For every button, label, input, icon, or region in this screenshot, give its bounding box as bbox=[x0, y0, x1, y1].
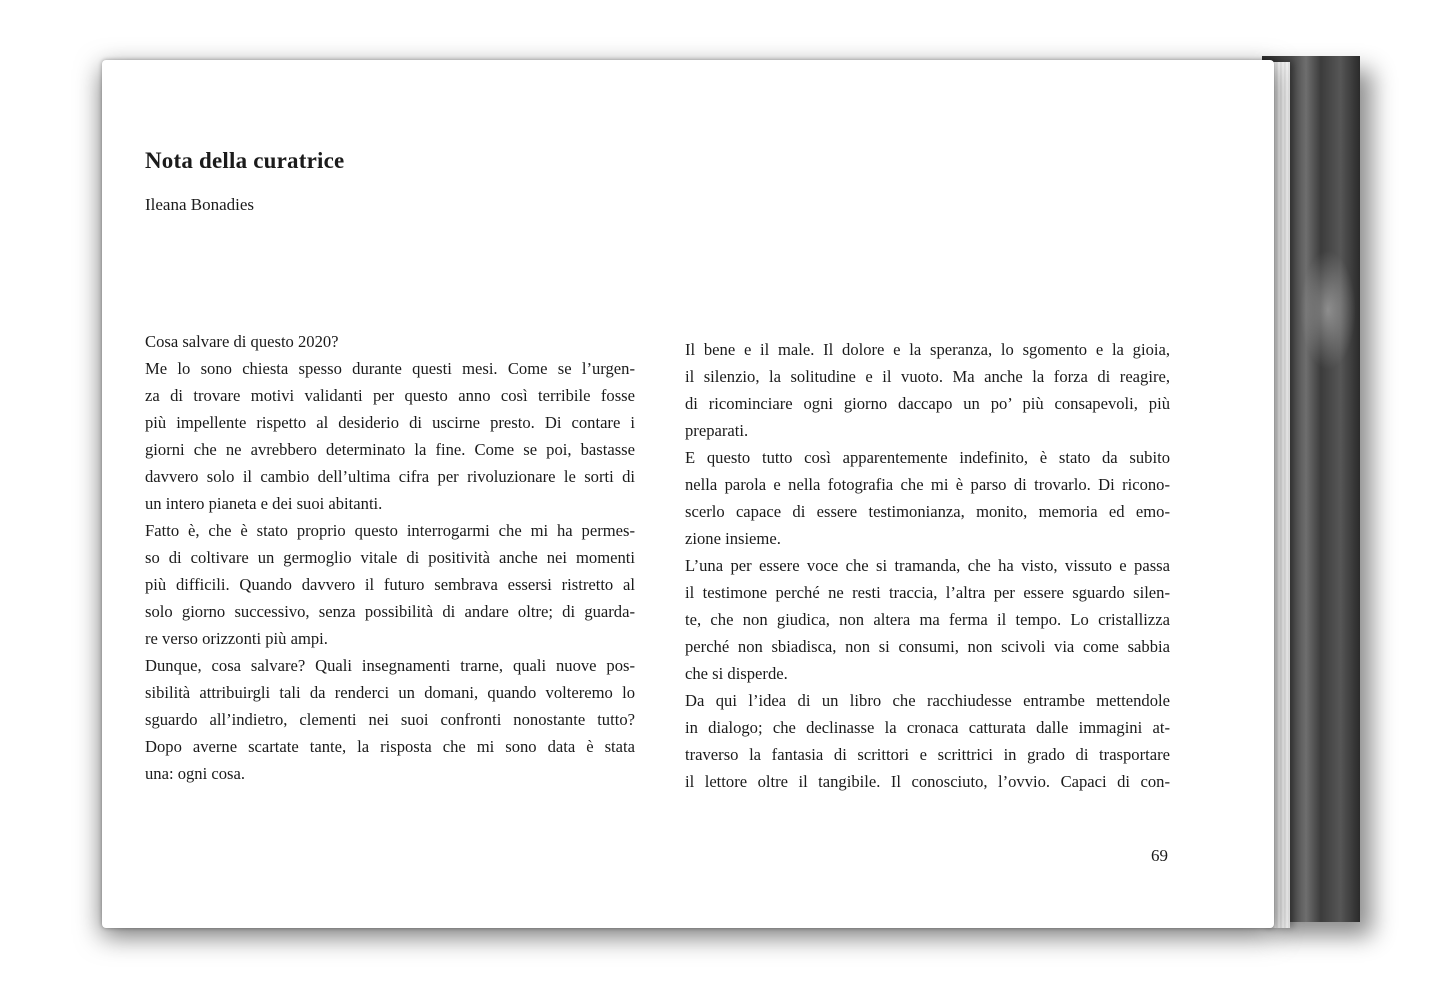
text-line: che si disperde. bbox=[685, 664, 788, 683]
page-title: Nota della curatrice bbox=[145, 148, 345, 173]
text-line: in dialogo; che declinasse la cronaca catturata dalle immagini at- bbox=[685, 718, 1170, 737]
text-line: più impellente rispetto al desiderio di uscirne presto. Di contare i bbox=[145, 413, 635, 432]
text-line: sguardo all’indietro, clementi nei suoi confronti nonostante tutto? bbox=[145, 710, 635, 729]
page-number: 69 bbox=[1151, 846, 1168, 865]
text-line: il testimone perché ne resti traccia, l’altra per essere sguardo silen- bbox=[685, 583, 1170, 602]
text-line: solo giorno successivo, senza possibilità di andare oltre; di guarda- bbox=[145, 602, 635, 621]
text-line: E questo tutto così apparentemente indefinito, è stato da subito bbox=[685, 448, 1170, 467]
text-line: Dopo averne scartate tante, la risposta che mi sono data è stata bbox=[145, 737, 635, 756]
text-line: Dunque, cosa salvare? Quali insegnamenti trarne, quali nuove pos- bbox=[145, 656, 635, 675]
text-line: Cosa salvare di questo 2020? bbox=[145, 332, 339, 351]
text-line: nella parola e nella fotografia che mi è parso di trovarlo. Di ricono- bbox=[685, 475, 1170, 494]
author-name: Ileana Bonadies bbox=[145, 195, 255, 214]
text-line: preparati. bbox=[685, 421, 749, 440]
text-line: una: ogni cosa. bbox=[145, 764, 246, 783]
text-line: il lettore oltre il tangibile. Il conosciuto, l’ovvio. Capaci di con- bbox=[685, 772, 1170, 791]
text-line: un intero pianeta e dei suoi abitanti. bbox=[145, 494, 383, 513]
text-line: te, che non giudica, non altera ma ferma il tempo. Lo cristallizza bbox=[685, 610, 1170, 629]
text-line: traverso la fantasia di scrittori e scrittrici in grado di trasportare bbox=[685, 745, 1170, 764]
text-line: Me lo sono chiesta spesso durante questi mesi. Come se l’urgen- bbox=[145, 359, 635, 378]
right-text-column bbox=[685, 336, 1170, 795]
text-line: più difficili. Quando davvero il futuro sembrava essersi ristretto al bbox=[145, 575, 635, 594]
text-line: Da qui l’idea di un libro che racchiudesse entrambe mettendole bbox=[685, 691, 1170, 710]
cover-photo-highlight bbox=[1300, 250, 1356, 370]
text-line: giorni che ne avrebbero determinato la fine. Come se poi, bastasse bbox=[145, 440, 635, 459]
text-line: di ricominciare ogni giorno daccapo un po’ più consapevoli, più bbox=[685, 394, 1170, 413]
text-line: zione insieme. bbox=[685, 529, 781, 548]
text-line: scerlo capace di essere testimonianza, monito, memoria ed emo- bbox=[685, 502, 1170, 521]
text-line: davvero solo il cambio dell’ultima cifra per rivoluzionare le sorti di bbox=[145, 467, 635, 486]
text-line: sibilità attribuirgli tali da renderci un domani, quando volteremo lo bbox=[145, 683, 635, 702]
text-line: za di trovare motivi validanti per questo anno così terribile fosse bbox=[145, 386, 635, 405]
text-line: Il bene e il male. Il dolore e la speranza, lo sgomento e la gioia, bbox=[685, 340, 1170, 359]
text-line: Fatto è, che è stato proprio questo interrogarmi che mi ha permes- bbox=[145, 521, 635, 540]
text-line: il silenzio, la solitudine e il vuoto. Ma anche la forza di reagire, bbox=[685, 367, 1170, 386]
text-line: so di coltivare un germoglio vitale di positività anche nei momenti bbox=[145, 548, 635, 567]
left-text-column bbox=[145, 328, 635, 787]
text-line: perché non sbiadisca, non si consumi, non scivoli via come sabbia bbox=[685, 637, 1170, 656]
text-line: L’una per essere voce che si tramanda, che ha visto, vissuto e passa bbox=[685, 556, 1170, 575]
text-line: re verso orizzonti più ampi. bbox=[145, 629, 328, 648]
